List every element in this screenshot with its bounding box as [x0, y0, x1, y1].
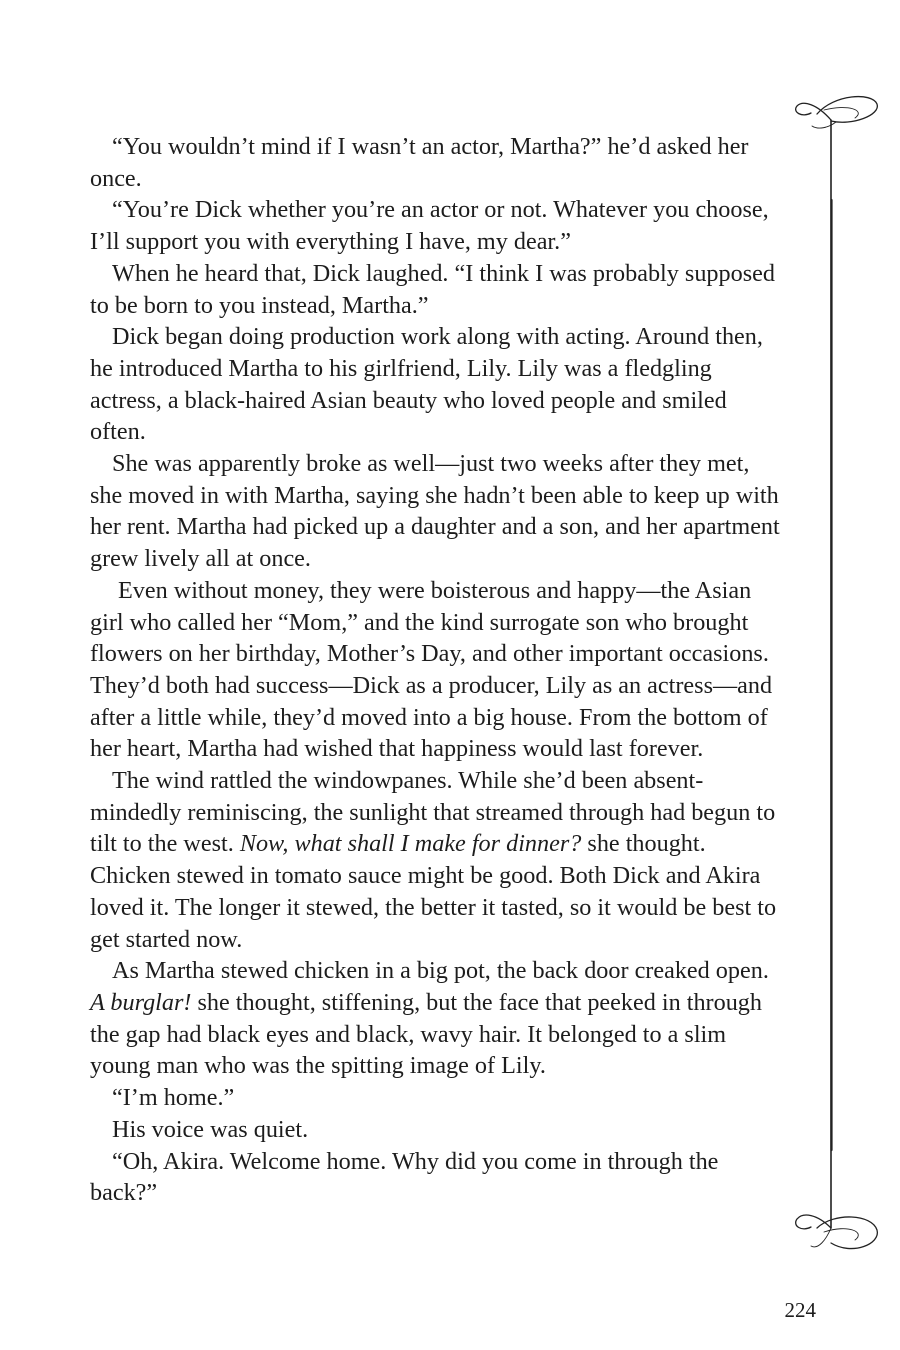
bottom-flourish-icon — [796, 1215, 878, 1248]
italic-thought: A burglar! — [90, 988, 192, 1016]
paragraph: “Oh, Akira. Welcome home. Why did you come in through the back?” — [90, 1147, 719, 1207]
paragraph: When he heard that, Dick laughed. “I think I was probably supposed to be born to you instead, Martha.” — [90, 259, 775, 319]
paragraph: She was apparently broke as well—just two weeks after they met, she moved in with Martha, saying she hadn’t been able to keep up with her rent. Martha had picked up a daughter and a son, and her apartment grew lively all at once. — [90, 450, 780, 573]
paragraph: “You wouldn’t mind if I wasn’t an actor, Martha?” he’d asked her once. — [90, 133, 749, 192]
paragraph-text: As Martha stewed chicken in a big pot, the back door creaked open. — [112, 957, 769, 985]
top-flourish-icon — [796, 97, 878, 129]
paragraph: “You’re Dick whether you’re an actor or not. Whatever you choose, I’ll support you with everything I have, my dear.” — [90, 196, 769, 256]
paragraph-text: she thought, stiffening, but the face that peeked in through the gap had black eyes and black, wavy hair. It belonged to a slim young man who was the spitting image of Lily. — [90, 988, 762, 1080]
page-number: 224 — [784, 1298, 816, 1322]
paragraph — [90, 765, 780, 955]
paragraph: His voice was quiet. — [112, 1115, 309, 1143]
paragraph — [90, 955, 780, 1082]
paragraph: “I’m home.” — [112, 1084, 235, 1112]
paragraph: Dick began doing production work along with acting. Around then, he introduced Martha to his girlfriend, Lily. Lily was a fledgling actress, a black-haired Asian beauty who loved people and smiled often. — [90, 323, 763, 446]
paragraph: Even without money, they were boisterous and happy—the Asian girl who called her “Mom,” and the kind surrogate son who brought flowers on her birthday, Mother’s Day, and other important occasions. They’d both had success—Dick as a producer, Lily as an actress—and after a little while, they’d moved into a big house. From the bottom of her heart, Martha had wished that happiness would last forever. — [90, 576, 773, 763]
paragraph-text: she thought. Chicken stewed in tomato sauce might be good. Both Dick and Akira loved it. The longer it stewed, the better it tasted, so it would be best to get started now. — [90, 830, 777, 953]
italic-thought: Now, what shall I make for dinner? — [239, 830, 582, 858]
paragraph-text: The wind rattled the windowpanes. While she’d been absent-mindedly reminiscing, the sunlight that streamed through had begun to tilt to the west. — [90, 767, 776, 858]
body-text — [90, 131, 780, 1209]
